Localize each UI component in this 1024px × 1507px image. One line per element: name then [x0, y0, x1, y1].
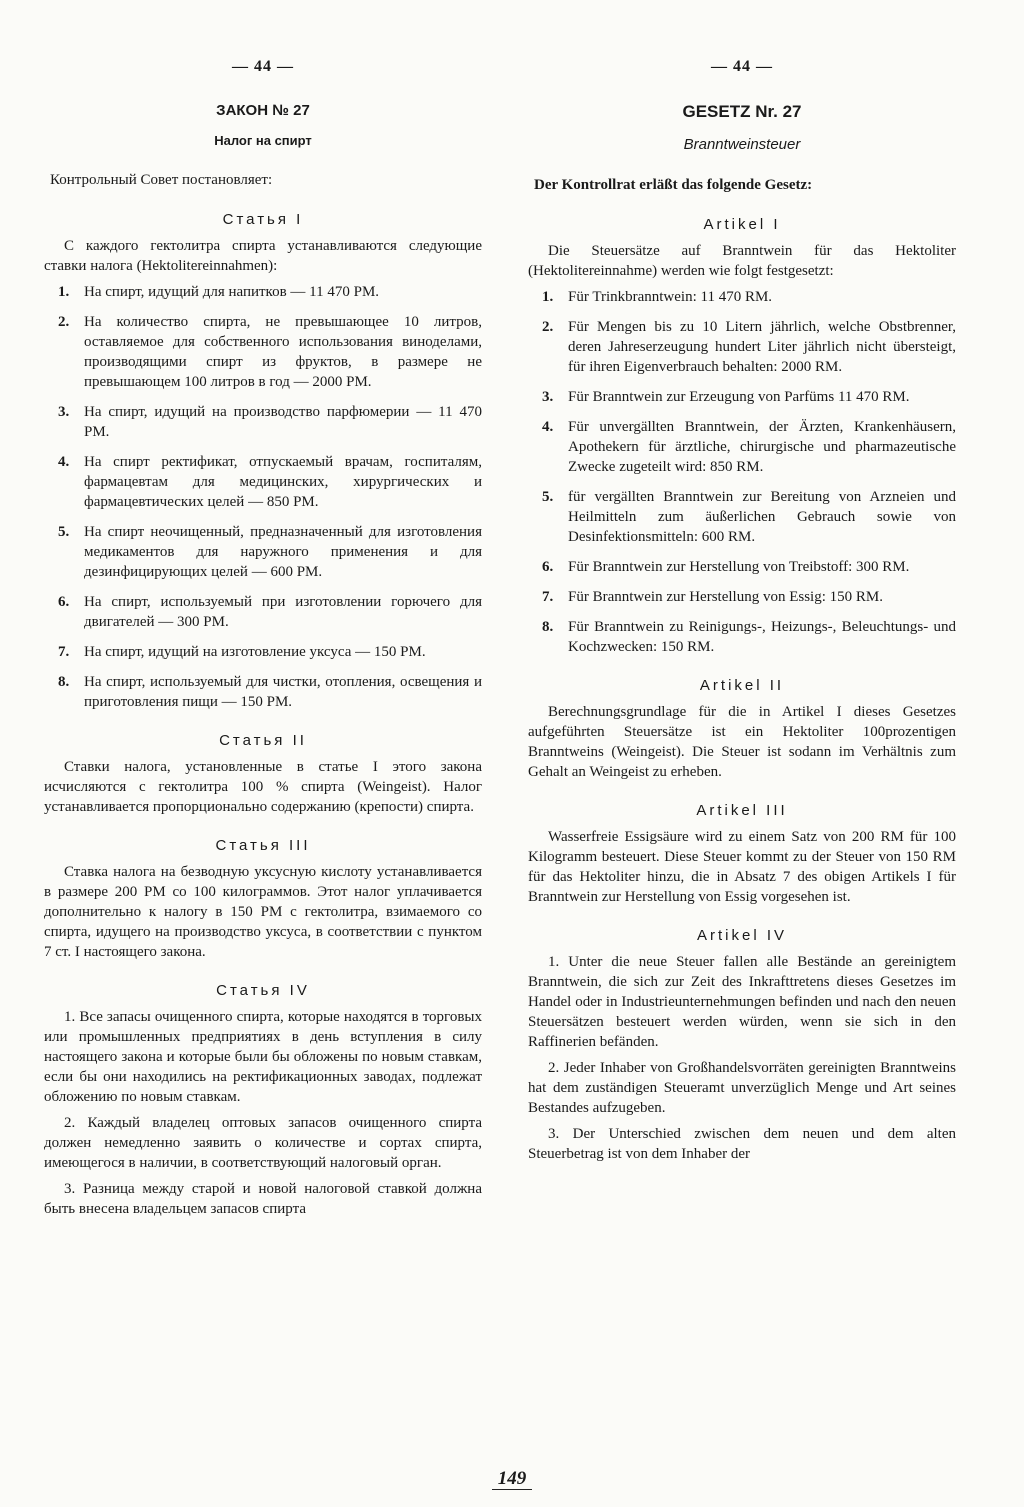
- item-text: Für Branntwein zur Herstellung von Treibstoff: 300 RM.: [568, 559, 910, 575]
- item-number: 3.: [542, 389, 554, 405]
- list-item: [44, 522, 482, 582]
- article-3-text: Wasserfreie Essigsäure wird zu einem Satz von 200 RM für 100 Kilogramm besteuert. Diese Steuer kommt zu der Steuer von 150 RM für das Hektoliter hinzu, die in Absatz 7 des obigen Artikels I für Branntwein zur Herstellung von Essig vorgesehen ist.: [528, 829, 956, 905]
- list-item: [528, 387, 956, 407]
- item-text: На спирт, идущий на изготовление уксуса — 150 РМ.: [84, 644, 426, 660]
- list-item: [528, 417, 956, 477]
- item-number: 3.: [58, 404, 70, 420]
- item-number: 6.: [58, 594, 70, 610]
- list-item: [44, 312, 482, 392]
- item-text: На спирт, используемый при изготовлении горючего для двигателей — 300 РМ.: [84, 594, 482, 630]
- list-item: [528, 617, 956, 657]
- item-text: На спирт ректификат, отпускаемый врачам, госпиталям, фармацевтам для медицинских, хирургических и фармацевтических целей — 850 РМ.: [84, 454, 482, 510]
- article-4-paragraph: 1. Все запасы очищенного спирта, которые находятся в торговых или промышленных предприятиях в день вступления в силу настоящего закона и которые были бы обложены по новым ставкам, если бы они находились на ректификационных заводах, подлежат обложению по новым ставкам.: [44, 1009, 482, 1105]
- law-title: GESETZ Nr. 27: [682, 102, 802, 121]
- page-marker: — 44 —: [232, 58, 294, 75]
- intro-text: Контрольный Совет постановляет:: [50, 172, 273, 188]
- list-item: [44, 672, 482, 712]
- article-1-heading: Статья I: [222, 211, 304, 228]
- item-number: 1.: [542, 289, 554, 305]
- article-4-paragraph: 3. Der Unterschied zwischen dem neuen und dem alten Steuerbetrag ist von dem Inhaber der: [528, 1126, 956, 1162]
- list-item: [44, 402, 482, 442]
- item-number: 1.: [58, 284, 70, 300]
- german-column: [528, 58, 956, 1170]
- list-item: [44, 452, 482, 512]
- article-3-text: Ставка налога на безводную уксусную кислоту устанавливается в размере 200 РМ со 100 килограммов. Этот налог уплачивается дополнительно к налогу в 150 РМ с гектолитра, взимаемого со спирта, идущего на производство уксуса, в соответствии с пунктом 7 ст. I настоящего закона.: [44, 864, 482, 960]
- article-3-heading: Artikel III: [696, 802, 788, 819]
- item-text: Für Mengen bis zu 10 Litern jährlich, welche Obstbrenner, deren Jahreserzeugung hundert Liter jährlich nicht übersteigt, für ihren Eigenverbrauch behalten: 2000 RM.: [568, 319, 956, 375]
- list-item: [528, 317, 956, 377]
- page-number: 149: [492, 1468, 533, 1490]
- list-item: [528, 287, 956, 307]
- article-4-heading: Статья IV: [216, 982, 310, 999]
- article-1-items: [44, 282, 482, 712]
- article-1-lead: С каждого гектолитра спирта устанавливаются следующие ставки налога (Hektolitereinnahmen):: [44, 238, 482, 274]
- list-item: [44, 592, 482, 632]
- intro-text: Der Kontrollrat erläßt das folgende Gesetz:: [534, 177, 813, 193]
- list-item: [528, 587, 956, 607]
- article-4-heading: Artikel IV: [696, 927, 787, 944]
- item-number: 6.: [542, 559, 554, 575]
- article-1-lead: Die Steuersätze auf Branntwein für das Hektoliter (Hektolitereinnahme) werden wie folgt festgesetzt:: [528, 243, 956, 279]
- law-subtitle: Branntweinsteuer: [683, 136, 801, 153]
- article-2-text: Ставки налога, установленные в статье I этого закона исчисляются с гектолитра 100 % спирта (Weingeist). Налог устанавливается пропорционально содержанию (крепости) спирта.: [44, 759, 482, 815]
- article-1-heading: Artikel I: [703, 216, 781, 233]
- article-4-paragraph: 1. Unter die neue Steuer fallen alle Bestände an gereinigtem Branntwein, die sich zur Zeit des Inkrafttretens dieses Gesetzes im Handel oder in Industrieunternehmungen befinden und nach den neuen Steuersätzen besteuert werden würden, wenn sie sich in den Raffinerien befänden.: [528, 954, 956, 1050]
- item-text: На спирт, используемый для чистки, отопления, освещения и приготовления пищи — 150 РМ.: [84, 674, 482, 710]
- item-text: Für unvergällten Branntwein, der Ärzten, Krankenhäusern, Apothekern für ärztliche, chirurgische und pharmazeutische Zwecke zugeteilt wird: 850 RM.: [568, 419, 956, 475]
- item-number: 5.: [542, 489, 554, 505]
- list-item: [44, 642, 482, 662]
- article-2-heading: Статья II: [219, 732, 307, 749]
- article-4-paragraph: 2. Jeder Inhaber von Großhandelsvorräten gereinigten Branntweins hat dem zuständigen Steueramt unverzüglich Menge und Art seines Bestandes aufzugeben.: [528, 1060, 956, 1116]
- list-item: [44, 282, 482, 302]
- article-4-paragraph: 3. Разница между старой и новой налоговой ставкой должна быть внесена владельцем запасов спирта: [44, 1181, 482, 1217]
- law-title: ЗАКОН № 27: [216, 102, 310, 119]
- item-number: 7.: [542, 589, 554, 605]
- russian-column: [44, 58, 482, 1225]
- item-number: 4.: [542, 419, 554, 435]
- item-number: 2.: [542, 319, 554, 335]
- article-2-text: Berechnungsgrundlage für die in Artikel I dieses Gesetzes aufgeführten Steuersätze ist ein Hektoliter 100prozentigen Branntweins (Weingeist). Die Steuer ist sodann im Verhältnis zum Gehalt an Weingeist zu erheben.: [528, 704, 956, 780]
- page-number-footer: [0, 1468, 1024, 1490]
- item-number: 7.: [58, 644, 70, 660]
- article-3-heading: Статья III: [215, 837, 311, 854]
- item-text: Für Branntwein zu Reinigungs-, Heizungs-, Beleuchtungs- und Kochzwecken: 150 RM.: [568, 619, 956, 655]
- item-text: Für Trinkbranntwein: 11 470 RM.: [568, 289, 773, 305]
- item-text: Für Branntwein zur Erzeugung von Parfüms 11 470 RM.: [568, 389, 910, 405]
- article-2-heading: Artikel II: [699, 677, 785, 694]
- page-marker: — 44 —: [711, 58, 773, 75]
- item-text: На спирт неочищенный, предназначенный для изготовления медикаментов для наружного применения и для дезинфицирующих целей — 600 РМ.: [84, 524, 482, 580]
- item-number: 8.: [58, 674, 70, 690]
- list-item: [528, 557, 956, 577]
- item-number: 5.: [58, 524, 70, 540]
- item-text: für vergällten Branntwein zur Bereitung von Arzneien und Heilmitteln zum äußerlichen Gebrauch sowie von Desinfektionsmitteln: 600 RM.: [568, 489, 956, 545]
- article-4-paragraph: 2. Каждый владелец оптовых запасов очищенного спирта должен немедленно заявить о количестве и сортах спирта, имеющегося в наличии, в соответствующий налоговый орган.: [44, 1115, 482, 1171]
- item-text: На спирт, идущий для напитков — 11 470 РМ.: [84, 284, 380, 300]
- item-number: 2.: [58, 314, 70, 330]
- item-text: На количество спирта, не превышающее 10 литров, оставляемое для собственного использования виноделами, производящими спирт из фруктов, в размере не превышающем 100 литров в год — 2000 РМ.: [84, 314, 482, 390]
- law-subtitle: Налог на спирт: [214, 133, 312, 148]
- item-text: Für Branntwein zur Herstellung von Essig: 150 RM.: [568, 589, 883, 605]
- item-number: 8.: [542, 619, 554, 635]
- item-text: На спирт, идущий на производство парфюмерии — 11 470 РМ.: [84, 404, 482, 440]
- item-number: 4.: [58, 454, 70, 470]
- article-1-items: [528, 287, 956, 657]
- list-item: [528, 487, 956, 547]
